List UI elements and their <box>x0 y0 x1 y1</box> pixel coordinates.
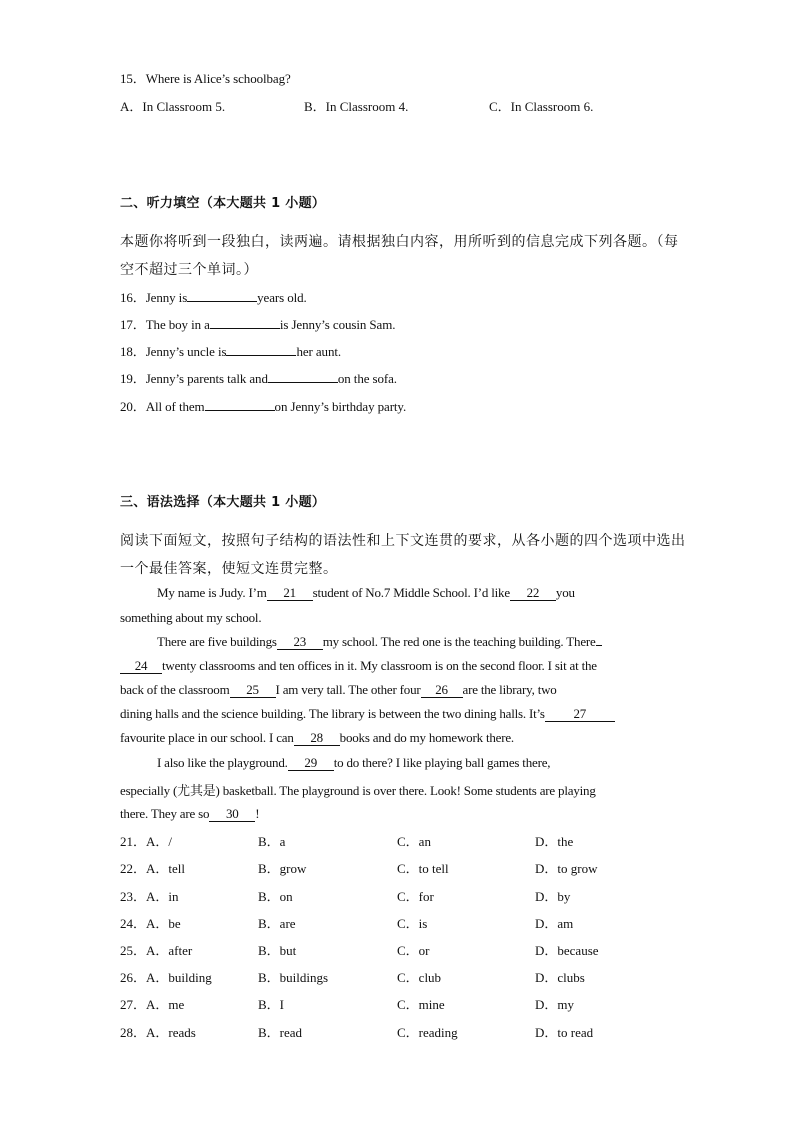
fill-item-20-tail: on Jenny’s birthday party. <box>274 399 407 414</box>
option-a[interactable]: 27．A．me <box>120 997 185 1012</box>
fill-item-16 <box>120 287 307 306</box>
passage-text: My name is Judy. I’m <box>157 585 267 600</box>
fill-item-19-text: 19．Jenny’s parents talk and <box>120 371 268 386</box>
option-b[interactable]: B．on <box>258 889 293 904</box>
option-c[interactable]: C．for <box>397 889 434 904</box>
section-2-heading: 二、听力填空（本大题共 1 小题） <box>120 196 326 211</box>
passage-text: ! <box>255 806 260 821</box>
option-a[interactable]: 23．A．in <box>120 889 179 904</box>
option-a[interactable]: 26．A．building <box>120 970 212 985</box>
passage-line-1 <box>157 585 575 601</box>
option-c[interactable]: C．to tell <box>397 861 449 876</box>
fill-blank-19[interactable] <box>268 382 338 383</box>
fill-item-20-text: 20．All of them <box>120 399 205 414</box>
option-a[interactable]: 25．A．after <box>120 943 193 958</box>
fill-item-16-text: 16．Jenny is <box>120 290 188 305</box>
option-b[interactable]: B．are <box>258 916 296 931</box>
option-c[interactable]: C．reading <box>397 1025 458 1040</box>
option-b[interactable]: B．but <box>258 943 297 958</box>
section-2-instruction-line2: 空不超过三个单词。） <box>120 262 258 278</box>
question-15: 15．Where is Alice’s schoolbag? <box>120 71 291 86</box>
passage-text: my school. The red one is the teaching building. There <box>322 634 596 649</box>
gap-30[interactable]: 30 <box>209 807 255 822</box>
passage-line-2: something about my school. <box>120 610 262 625</box>
passage-text: books and do my homework there. <box>339 730 514 745</box>
section-3-instruction-line2: 一个最佳答案，使短文连贯完整。 <box>120 561 338 577</box>
passage-text: twenty classrooms and ten offices in it. My classroom is on the second floor. I sit at the <box>162 658 597 673</box>
option-d[interactable]: D．am <box>535 916 574 931</box>
option-d[interactable]: D．the <box>535 834 574 849</box>
gap-23[interactable]: 23 <box>277 635 323 650</box>
passage-line-7 <box>120 730 514 746</box>
option-d[interactable]: D．by <box>535 889 571 904</box>
option-c[interactable]: C．an <box>397 834 431 849</box>
passage-line-8 <box>157 755 550 771</box>
passage-text: dining halls and the science building. The library is between the two dining halls. It’s <box>120 706 545 721</box>
option-c[interactable]: C．or <box>397 943 430 958</box>
passage-text: student of No.7 Middle School. I’d like <box>312 585 510 600</box>
section-3-instruction-line1: 阅读下面短文，按照句子结构的语法性和上下文连贯的要求，从各小题的四个选项中选出 <box>120 533 686 549</box>
passage-text: I am very tall. The other four <box>275 682 421 697</box>
option-d[interactable]: D．to read <box>535 1025 594 1040</box>
option-a[interactable]: 28．A．reads <box>120 1025 196 1040</box>
passage-text: favourite place in our school. I can <box>120 730 294 745</box>
gap-24[interactable]: 24 <box>120 659 162 674</box>
fill-item-18 <box>120 341 341 360</box>
fill-blank-18[interactable] <box>226 355 296 356</box>
option-b[interactable]: B．grow <box>258 861 307 876</box>
fill-item-19 <box>120 368 397 387</box>
q15-option-b: B．In Classroom 4. <box>304 99 409 114</box>
option-d[interactable]: D．my <box>535 997 575 1012</box>
gap-27[interactable]: 27 <box>545 707 615 722</box>
fill-item-20 <box>120 396 406 415</box>
fill-item-19-tail: on the sofa. <box>337 371 397 386</box>
option-b[interactable]: B．I <box>258 997 285 1012</box>
gap-29[interactable]: 29 <box>288 756 334 771</box>
fill-item-16-tail: years old. <box>257 290 307 305</box>
fill-item-18-tail: her aunt. <box>296 344 342 359</box>
option-d[interactable]: D．to grow <box>535 861 598 876</box>
option-d[interactable]: D．because <box>535 943 599 958</box>
passage-text: are the library, two <box>462 682 557 697</box>
gap-21[interactable]: 21 <box>267 586 313 601</box>
passage-line-5 <box>120 682 557 698</box>
section-3-heading: 三、语法选择（本大题共 1 小题） <box>120 495 326 510</box>
q15-option-c: C．In Classroom 6. <box>489 99 594 114</box>
gap-25[interactable]: 25 <box>230 683 276 698</box>
option-b[interactable]: B．buildings <box>258 970 329 985</box>
option-a[interactable]: 21．A．/ <box>120 834 173 849</box>
passage-text: back of the classroom <box>120 682 230 697</box>
gap-28[interactable]: 28 <box>294 731 340 746</box>
gap-26[interactable]: 26 <box>421 683 463 698</box>
passage-text: you <box>555 585 575 600</box>
option-a[interactable]: 24．A．be <box>120 916 181 931</box>
option-d[interactable]: D．clubs <box>535 970 585 985</box>
fill-blank-16[interactable] <box>187 301 257 302</box>
passage-line-6 <box>120 706 615 722</box>
option-b[interactable]: B．read <box>258 1025 303 1040</box>
passage-line-10 <box>120 806 259 822</box>
option-c[interactable]: C．club <box>397 970 442 985</box>
option-a[interactable]: 22．A．tell <box>120 861 185 876</box>
passage-line-9: especially (尤其是) basketball. The playground is over there. Look! Some students are playing <box>120 783 596 798</box>
fill-item-17 <box>120 314 395 333</box>
q15-option-a: A．In Classroom 5. <box>120 99 226 114</box>
fill-blank-20[interactable] <box>205 410 275 411</box>
option-b[interactable]: B．a <box>258 834 286 849</box>
passage-text: there. They are so <box>120 806 210 821</box>
passage-line-4 <box>120 658 597 674</box>
fill-blank-17[interactable] <box>210 328 280 329</box>
gap-22[interactable]: 22 <box>510 586 556 601</box>
passage-text: I also like the playground. <box>157 755 288 770</box>
passage-text: to do there? I like playing ball games there, <box>333 755 551 770</box>
passage-line-3 <box>157 634 602 650</box>
fill-item-17-text: 17．The boy in a <box>120 317 210 332</box>
passage-text: There are five buildings <box>157 634 277 649</box>
option-c[interactable]: C．mine <box>397 997 445 1012</box>
fill-item-18-text: 18．Jenny’s uncle is <box>120 344 227 359</box>
section-2-instruction-line1: 本题你将听到一段独白，读两遍。请根据独白内容，用所听到的信息完成下列各题。（每 <box>120 234 679 250</box>
fill-item-17-tail: is Jenny’s cousin Sam. <box>279 317 396 332</box>
gap-24-start <box>596 645 602 646</box>
option-c[interactable]: C．is <box>397 916 428 931</box>
